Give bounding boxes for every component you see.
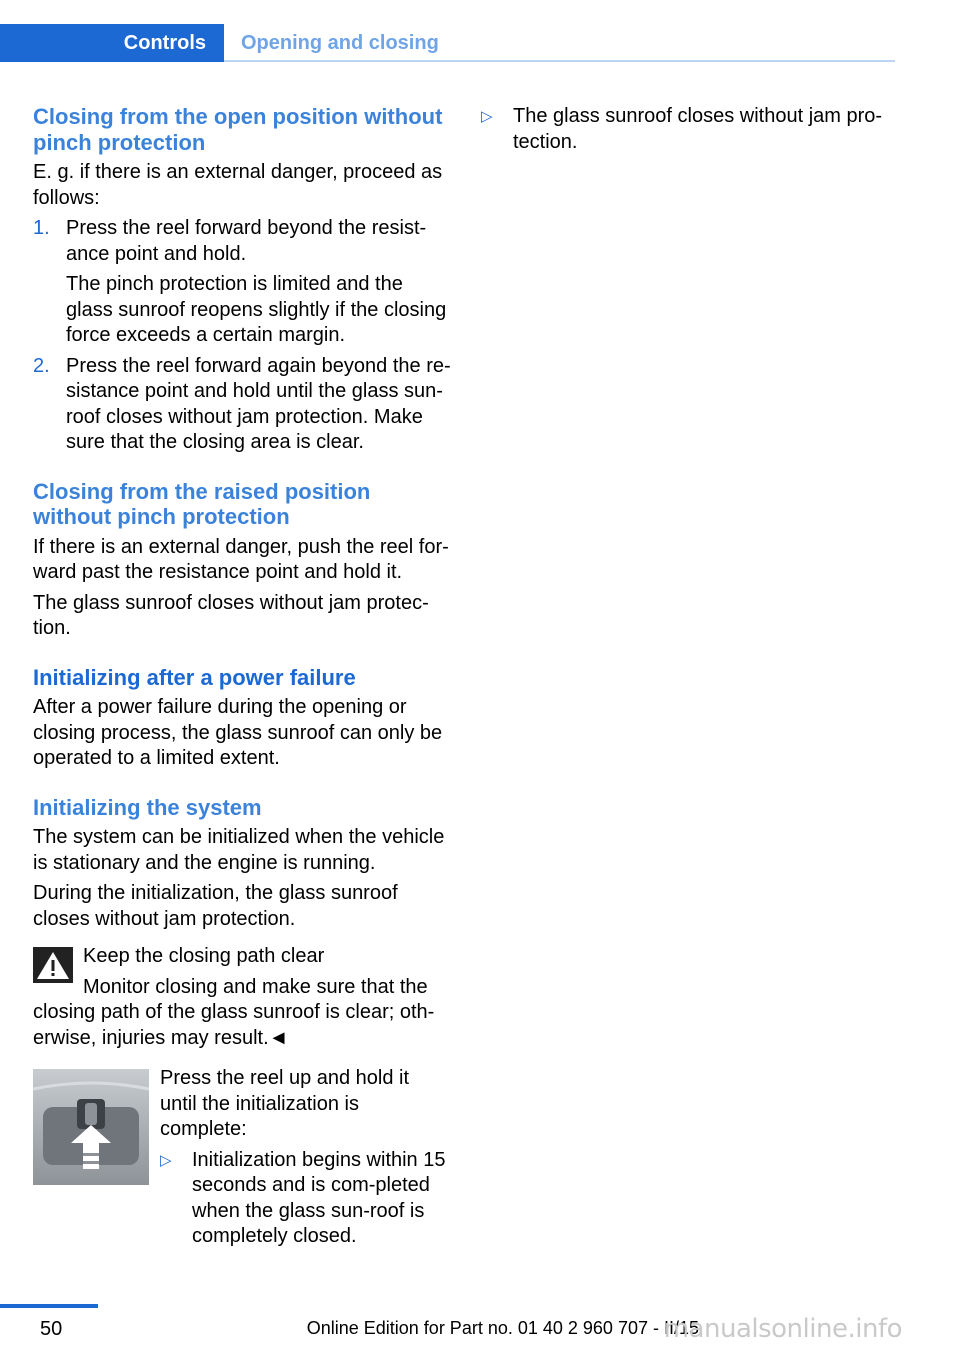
list-number: 2. <box>33 354 50 377</box>
header-divider <box>224 60 895 62</box>
watermark: manualsonline.info <box>663 1314 902 1344</box>
paragraph: If there is an external danger, push the reel for‐ward past the resistance point and hold it. <box>33 535 449 583</box>
list-item <box>33 354 451 456</box>
figure-caption: Press the reel up and hold it until the initialization is complete: <box>160 1067 410 1140</box>
list-number: 1. <box>33 217 50 239</box>
section-initializing <box>33 795 451 1250</box>
list-item <box>33 216 451 349</box>
warning-title: Keep the closing path clear <box>83 945 325 967</box>
list-item <box>481 104 891 155</box>
edition-text: Online Edition for Part no. 01 40 2 960 707 - II/15 <box>306 1318 699 1338</box>
reel-switch-image <box>33 1069 149 1185</box>
warning-triangle-icon <box>33 947 73 983</box>
footer-divider <box>0 1304 98 1308</box>
section-power-failure <box>33 665 451 772</box>
page-number: 50 <box>40 1318 63 1340</box>
warning-text: Monitor closing and make sure that the closing path of the glass sunroof is clear; oth‐erwise, injuries may result.◄ <box>33 975 435 1049</box>
list-text: Press the reel forward again beyond the re‐sistance point and hold until the glass sun‐roof closes without jam protection. Make sure that the closing area is clear. <box>66 354 451 453</box>
triangle-right-icon: ▷ <box>160 1151 172 1169</box>
list-item <box>160 1148 451 1250</box>
header-subsection-tab: Opening and closing <box>241 31 439 54</box>
page-header <box>0 24 895 62</box>
section-heading: Initializing after a power failure <box>33 664 356 690</box>
section-heading: Closing from the raised position without pinch protection <box>33 478 371 529</box>
paragraph: The glass sunroof closes without jam protec‐tion. <box>33 591 429 639</box>
section-open-position <box>33 104 451 456</box>
warning-box <box>33 944 451 1051</box>
section-heading: Closing from the open position without pinch protection <box>33 104 443 155</box>
paragraph: The system can be initialized when the vehicle is stationary and the engine is running. <box>33 826 445 874</box>
list-text: Press the reel forward beyond the resist‐ance point and hold. <box>66 217 427 265</box>
list-note: The pinch protection is limited and the glass sunroof reopens slightly if the closing force exceeds a certain margin. <box>66 273 447 346</box>
right-column <box>481 104 891 155</box>
list-text: The glass sunroof closes without jam pro‐tection. <box>513 105 883 153</box>
section-heading: Initializing the system <box>33 794 262 820</box>
section-raised-position <box>33 479 451 642</box>
left-column <box>33 104 451 1250</box>
paragraph: After a power failure during the opening or closing process, the glass sunroof can only be operated to a limited extent. <box>33 696 443 769</box>
list-text: Initialization begins within 15 seconds and is com‐pleted when the glass sun‐roof is completely closed. <box>192 1148 446 1247</box>
section-intro: E. g. if there is an external danger, proceed as follows: <box>33 161 443 209</box>
triangle-right-icon: ▷ <box>481 108 493 125</box>
header-section-tab: Controls <box>0 24 224 62</box>
figure-row <box>33 1066 451 1250</box>
paragraph: During the initialization, the glass sunroof closes without jam protection. <box>33 882 398 930</box>
